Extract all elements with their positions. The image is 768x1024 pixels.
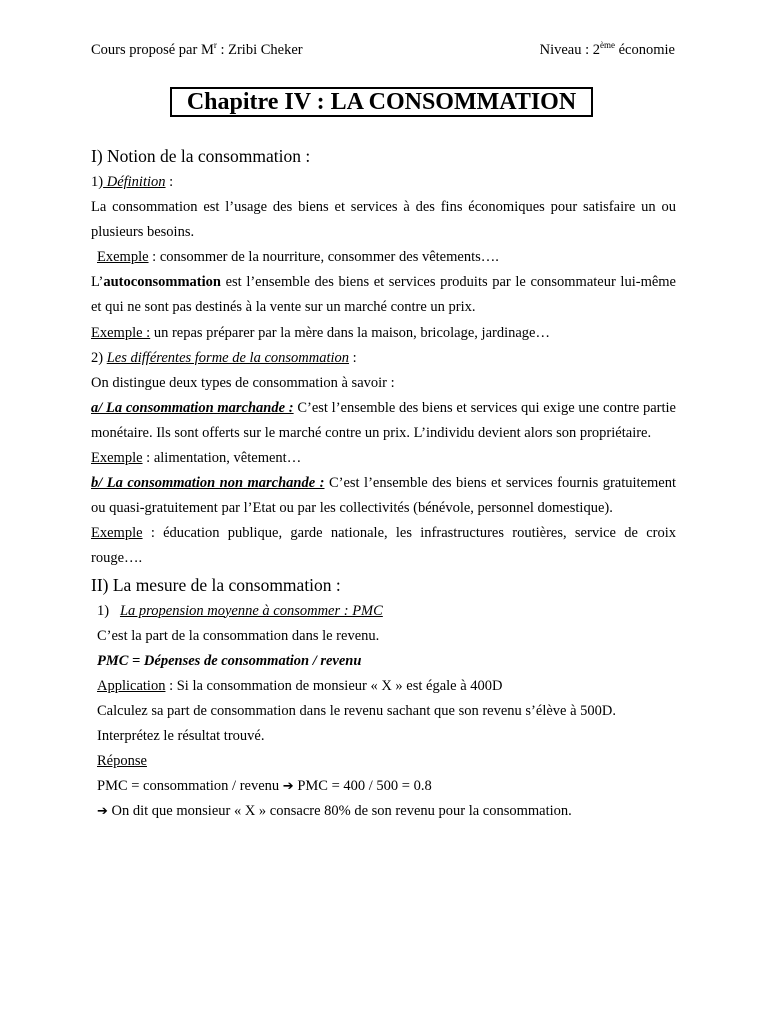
pmc-formula: PMC = Dépenses de consommation / revenu	[97, 652, 362, 669]
forms-subheading: 2) Les différentes forme de la consommation :	[91, 349, 357, 366]
section-1-heading: I) Notion de la consommation :	[91, 146, 311, 166]
pmc-definition: C’est la part de la consommation dans le revenu.	[97, 627, 380, 644]
document-body	[91, 143, 676, 824]
application-line-3: Interprétez le résultat trouvé.	[97, 727, 265, 744]
arrow-right-icon: ➔	[282, 779, 294, 795]
distinguish-text: On distingue deux types de consommation à savoir :	[91, 374, 395, 391]
answer-calculation: PMC = consommation / revenu ➔ PMC = 400 / 500 = 0.8	[97, 778, 432, 795]
definition-text: La consommation est l’usage des biens et services à des fins économiques pour satisfaire un ou plusieurs besoins.	[91, 199, 676, 241]
market-consumption-text: a/ La consommation marchande : C’est l’ensemble des biens et services qui exige une contre partie monétaire. Ils sont offerts sur le marché contre un prix. L’individu devient alors son propriétaire.	[91, 399, 676, 441]
answer-conclusion: ➔ On dit que monsieur « X » consacre 80% de son revenu pour la consommation.	[97, 803, 572, 820]
example-3: Exemple : alimentation, vêtement…	[91, 450, 302, 467]
header-author: Cours proposé par $M^r$ : Zribi Cheker	[91, 40, 303, 58]
pmc-subheading: 1) La propension moyenne à consommer : PMC	[97, 602, 383, 619]
autoconsommation-text: L’autoconsommation est l’ensemble des biens et services produits par le consommateur lui-même et qui ne sont pas destinés à la vente sur un marché contre un prix.	[91, 274, 676, 316]
header-level: Niveau : 2ème économie	[539, 40, 675, 58]
application-line-2: Calculez sa part de consommation dans le revenu sachant que son revenu s’élève à 500D.	[97, 702, 616, 719]
example-2: Exemple : un repas préparer par la mère dans la maison, bricolage, jardinage…	[91, 324, 550, 341]
example-1: Exemple : consommer de la nourriture, consommer des vêtements….	[97, 249, 499, 266]
section-2-heading: II) La mesure de la consommation :	[91, 574, 341, 595]
example-4: Exemple : éducation publique, garde nationale, les infrastructures routières, service de croix rouge….	[91, 525, 676, 567]
arrow-right-icon: ➔	[97, 804, 108, 820]
answer-label: Réponse	[97, 753, 147, 770]
application-text: Application : Si la consommation de monsieur « X » est égale à 400D	[97, 677, 503, 694]
chapter-title: Chapitre IV : LA CONSOMMATION	[170, 87, 593, 117]
definition-subheading: 1) Définition :	[91, 174, 174, 190]
non-market-consumption-text: b/ La consommation non marchande : C’est l’ensemble des biens et services fournis gratuitement ou quasi-gratuitement par l’Etat ou par les collectivités (bénévole, personnel domestique).	[91, 475, 676, 517]
